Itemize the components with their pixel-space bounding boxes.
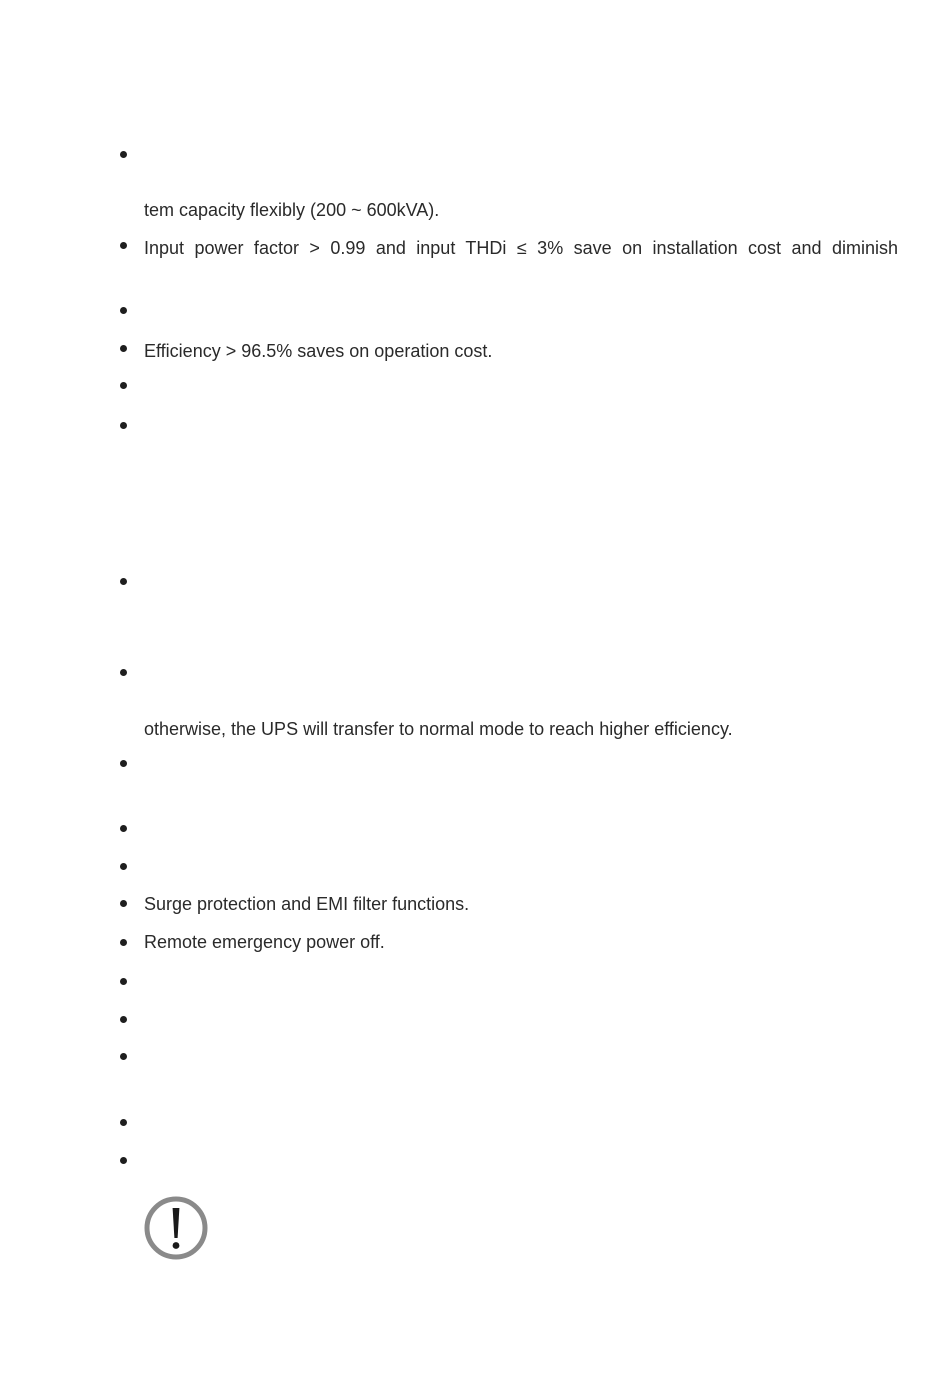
bullet-14	[120, 978, 127, 985]
bullet-5	[120, 382, 127, 389]
text-input-power-factor: Input power factor > 0.99 and input THDi ≤ 3% save on installation cost and diminish	[144, 238, 898, 258]
text-emergency-power-off: Remote emergency power off.	[144, 932, 385, 952]
bullet-16	[120, 1053, 127, 1060]
bullet-13	[120, 939, 127, 946]
bullet-1	[120, 151, 127, 158]
text-eco-tail: otherwise, the UPS will transfer to normal mode to reach higher efficiency.	[144, 719, 733, 739]
text-efficiency: Efficiency > 96.5% saves on operation cost.	[144, 341, 493, 361]
bullet-12	[120, 900, 127, 907]
text-surge-protection: Surge protection and EMI filter functions.	[144, 894, 470, 914]
bullet-18	[120, 1157, 127, 1164]
bullet-8	[120, 669, 127, 676]
bullet-2	[120, 242, 127, 249]
bullet-3	[120, 307, 127, 314]
bullet-6	[120, 422, 127, 429]
bullet-10	[120, 825, 127, 832]
bullet-9	[120, 760, 127, 767]
bullet-7	[120, 578, 127, 585]
bullet-17	[120, 1119, 127, 1126]
bullet-11	[120, 863, 127, 870]
exclamation-circle-icon	[144, 1196, 208, 1260]
bullet-15	[120, 1016, 127, 1023]
bullet-4	[120, 345, 127, 352]
text-capacity-tail: tem capacity flexibly (200 ~ 600kVA).	[144, 200, 440, 220]
